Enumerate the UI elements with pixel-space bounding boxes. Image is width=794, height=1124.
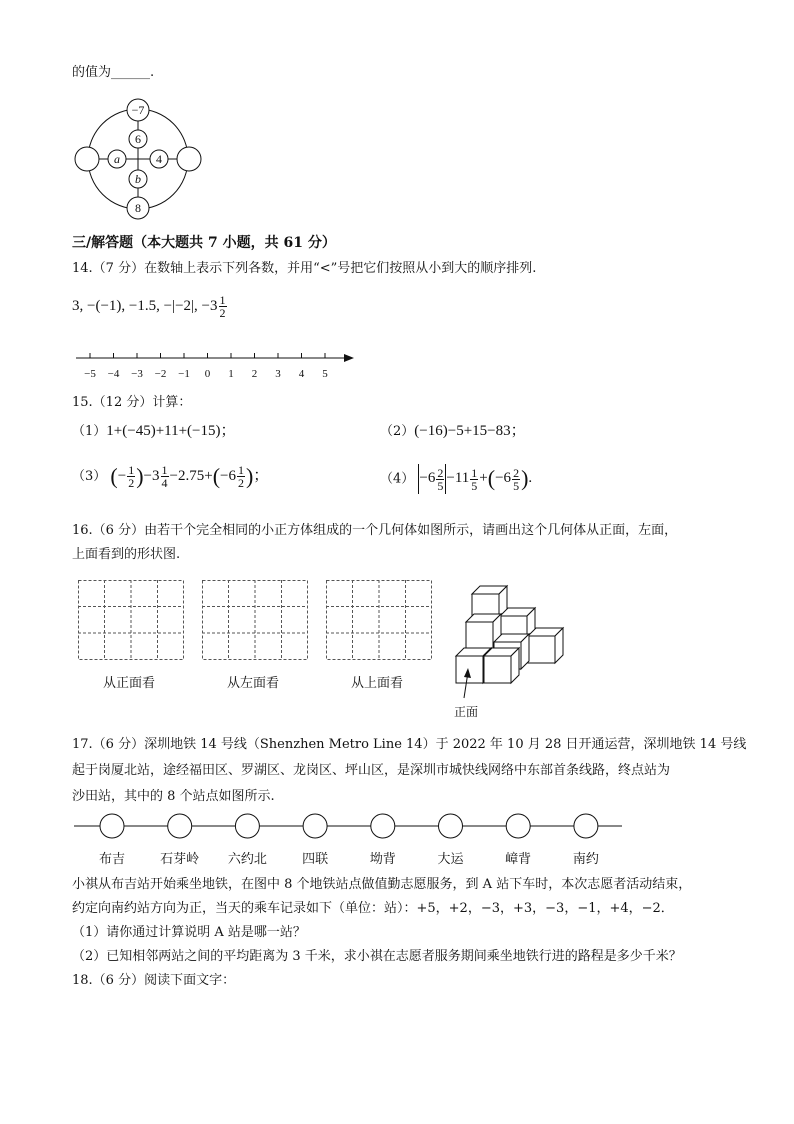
station-label: 嶂背: [505, 852, 532, 867]
q17-line4: 小祺从布吉站开始乘坐地铁，在图中 8 个地铁站点做值勤志愿服务，到 A 站下车时，本次志愿者活动结束，: [72, 877, 692, 892]
q17-line5: 约定向南约站方向为正，当天的乘车记录如下（单位：站）：+5，+2，−3，+3，−3，−1，+4，−2．: [72, 901, 674, 916]
metro-line: [74, 810, 624, 844]
number-line-label: 2: [251, 368, 258, 380]
number-line-label: −4: [107, 368, 120, 380]
station-label: 大运: [437, 852, 464, 867]
section-title: 三/解答题（本大题共 7 小题，共 61 分）: [72, 235, 336, 251]
cube-solid: [450, 578, 570, 718]
ring-bottom-value: 8: [135, 201, 141, 215]
metro-stop: [303, 814, 327, 838]
q15-part1-label: （1）: [72, 424, 107, 439]
q18-text: 18.（6 分）阅读下面文字：: [72, 973, 236, 988]
grid-left: [202, 580, 308, 660]
number-line-label: −2: [154, 368, 167, 380]
q17-sub2: （2）已知相邻两站之间的平均距离为 3 千米，求小祺在志愿者服务期间乘坐地铁行进的路程是多少千米？: [72, 949, 682, 964]
ring-right-value: 4: [156, 152, 162, 166]
metro-stop: [506, 814, 530, 838]
q15-part4: [380, 464, 532, 494]
fraction-denominator: 2: [219, 306, 226, 320]
number-line-label: −1: [178, 368, 190, 380]
q17-line1: 17.（6 分）深圳地铁 14 号线（Shenzhen Metro Line 14）于 2022 年 10 月 28 日开通运营，深圳地铁 14 号线: [72, 737, 747, 752]
number-line-label: 4: [298, 368, 305, 380]
station-label: 六约北: [227, 852, 267, 867]
q15-part4-label: （4）: [380, 471, 415, 487]
ring-diagram: [72, 96, 206, 222]
q16-line2: 上面看到的形状图.: [72, 547, 181, 562]
metro-stop: [439, 814, 463, 838]
number-line-label: 3: [275, 368, 281, 380]
caption-left-view: 从左面看: [227, 676, 280, 691]
metro-stop: [168, 814, 192, 838]
q15-part2: [380, 422, 526, 441]
q15-part3-label: （3）: [72, 468, 107, 484]
ring-upper-value: 6: [135, 132, 141, 146]
ring-top-value: −7: [131, 103, 145, 117]
q15-part3-expr: (− $\frac{1}{2}$ )−3 $\frac{1}{4}$ −2.75+(−6 $\frac{1}{2}$ )；: [110, 463, 269, 490]
station-label: 坳背: [369, 852, 396, 867]
q14-numbers: [72, 294, 228, 319]
number-line-label: 1: [228, 368, 234, 380]
number-line-label: −3: [131, 368, 143, 380]
fraction-numerator: 1: [219, 293, 226, 307]
q15-part2-expr: (−16)−5+15−83；: [414, 423, 526, 439]
number-line-label: −5: [84, 368, 96, 380]
q17-line3: 沙田站，其中的 8 个站点如图所示.: [72, 789, 275, 804]
q14-fraction: [219, 294, 227, 319]
q15-part1: [72, 422, 236, 441]
caption-front-view: 从正面看: [103, 676, 156, 691]
number-line-label: 0: [204, 368, 211, 380]
q14-numbers-prefix: 3, −(−1), −1.5, −|−2|, −3: [72, 297, 218, 314]
number-line: [74, 348, 359, 382]
number-line-label: 5: [322, 368, 328, 380]
metro-stop: [100, 814, 124, 838]
q16-line1: 16.（6 分）由若干个完全相同的小正方体组成的一个几何体如图所示，请画出这个几何体从正面，左面，: [72, 523, 678, 538]
q15-part2-label: （2）: [380, 424, 415, 439]
grid-front: [78, 580, 184, 660]
metro-stop: [574, 814, 598, 838]
q15-part3: [72, 464, 268, 489]
grid-top: [326, 580, 432, 660]
station-label: 四联: [302, 852, 329, 867]
q15-text: 15.（12 分）计算：: [72, 395, 192, 410]
front-label: 正面: [454, 705, 479, 718]
q17-line2: 起于岗厦北站，途经福田区、罗湖区、龙岗区、坪山区，是深圳市城快线网络中东部首条线路，终点站为: [72, 763, 671, 778]
metro-stop: [235, 814, 259, 838]
q14-text: 14.（7 分）在数轴上表示下列各数，并用“<”号把它们按照从小到大的顺序排列.: [72, 261, 537, 276]
q17-sub1: （1）请你通过计算说明 A 站是哪一站？: [72, 925, 306, 940]
caption-top-view: 从上面看: [351, 676, 404, 691]
station-label: 南约: [572, 852, 599, 867]
q13-answer-line: 的值为______.: [72, 65, 155, 80]
station-label: 石芽岭: [160, 852, 200, 867]
ring-b-label: b: [135, 172, 141, 186]
metro-stop: [371, 814, 395, 838]
ring-a-label: a: [114, 152, 120, 166]
station-label: 布吉: [98, 852, 125, 867]
q15-part4-expr: −6 $\frac{2}{5}$ −11 $\frac{1}{5}$ +(−6 $\frac{2}{5}$ ).: [419, 465, 533, 493]
q15-part1-expr: 1+(−45)+11+(−15)；: [106, 423, 236, 439]
